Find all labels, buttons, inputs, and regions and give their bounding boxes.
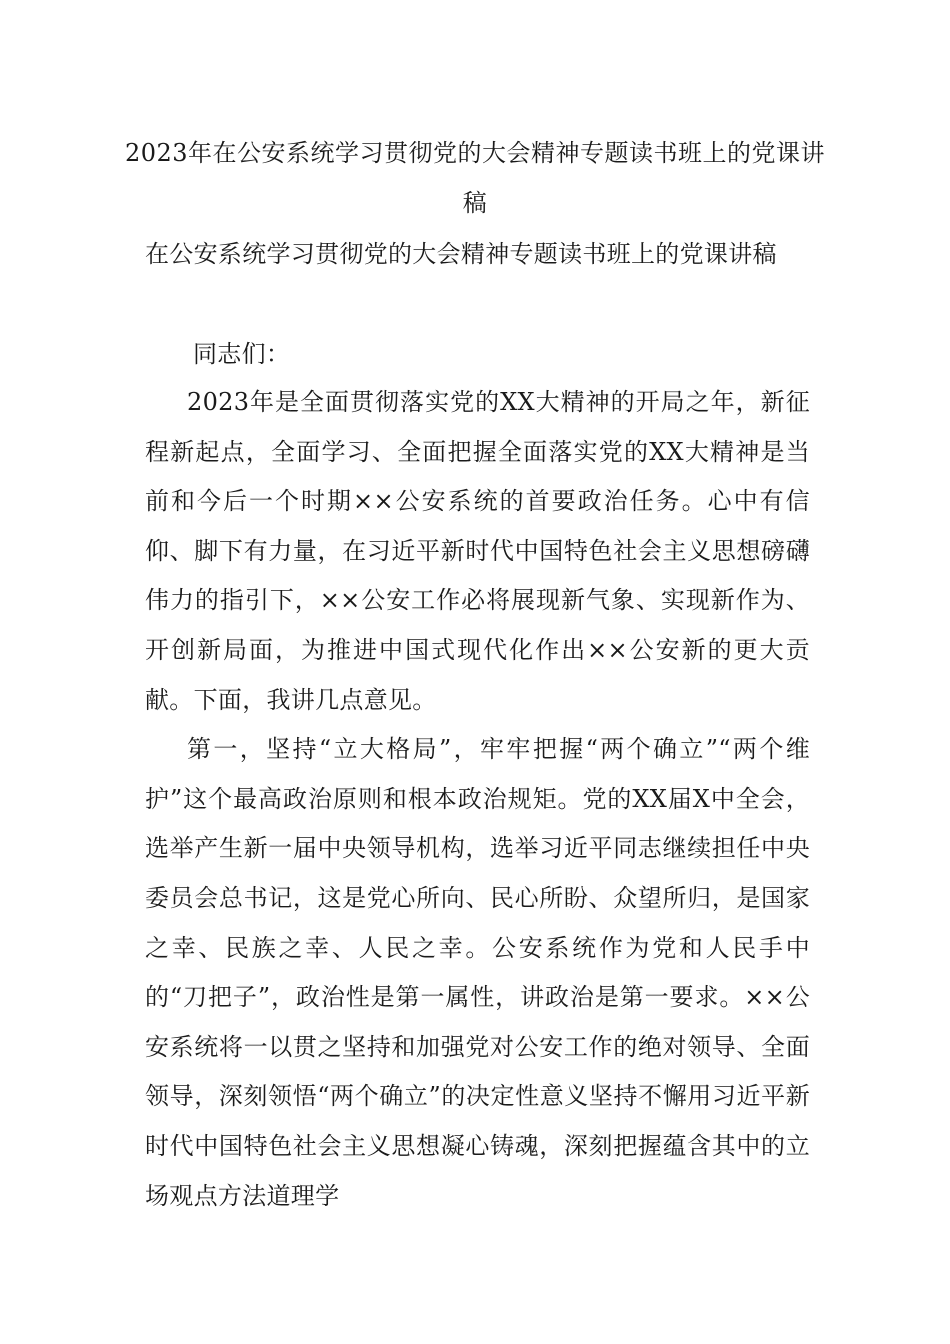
greeting: 同志们： bbox=[193, 340, 291, 368]
paragraph-1: 2023年是全面贯彻落实党的XX大精神的开局之年，新征程新起点，全面学习、全面把握全面落实党的XX大精神是当前和今后一个时期××公安系统的首要政治任务。心中有信仰、脚下有力量，在习近平新时代中国特色社会主义思想磅礴伟力的指引下，××公安工作必将展现新气象、实现新作为、开创新局面，为推进中国式现代化作出××公安新的更大贡献。下面，我讲几点意见。 bbox=[145, 388, 810, 714]
paragraph-2: 第一，坚持“立大格局”，牢牢把握“两个确立”“两个维护”这个最高政治原则和根本政治规矩。党的XX届X中全会，选举产生新一届中央领导机构，选举习近平同志继续担任中央委员会总书记，这是党心所向、民心所盼、众望所归，是国家之幸、民族之幸、人民之幸。公安系统作为党和人民手中的“刀把子”，政治性是第一属性，讲政治是第一要求。××公安系统将一以贯之坚持和加强党对公安工作的绝对领导、全面领导，深刻领悟“两个确立”的决定性意义坚持不懈用习近平新时代中国特色社会主义思想凝心铸魂，深刻把握蕴含其中的立场观点方法道理学 bbox=[145, 735, 810, 1210]
document-subtitle: 在公安系统学习贯彻党的大会精神专题读书班上的党课讲稿 bbox=[145, 240, 777, 268]
document-body bbox=[145, 378, 810, 1221]
document-title: 2023年在公安系统学习贯彻党的大会精神专题读书班上的党课讲稿 bbox=[124, 139, 826, 217]
